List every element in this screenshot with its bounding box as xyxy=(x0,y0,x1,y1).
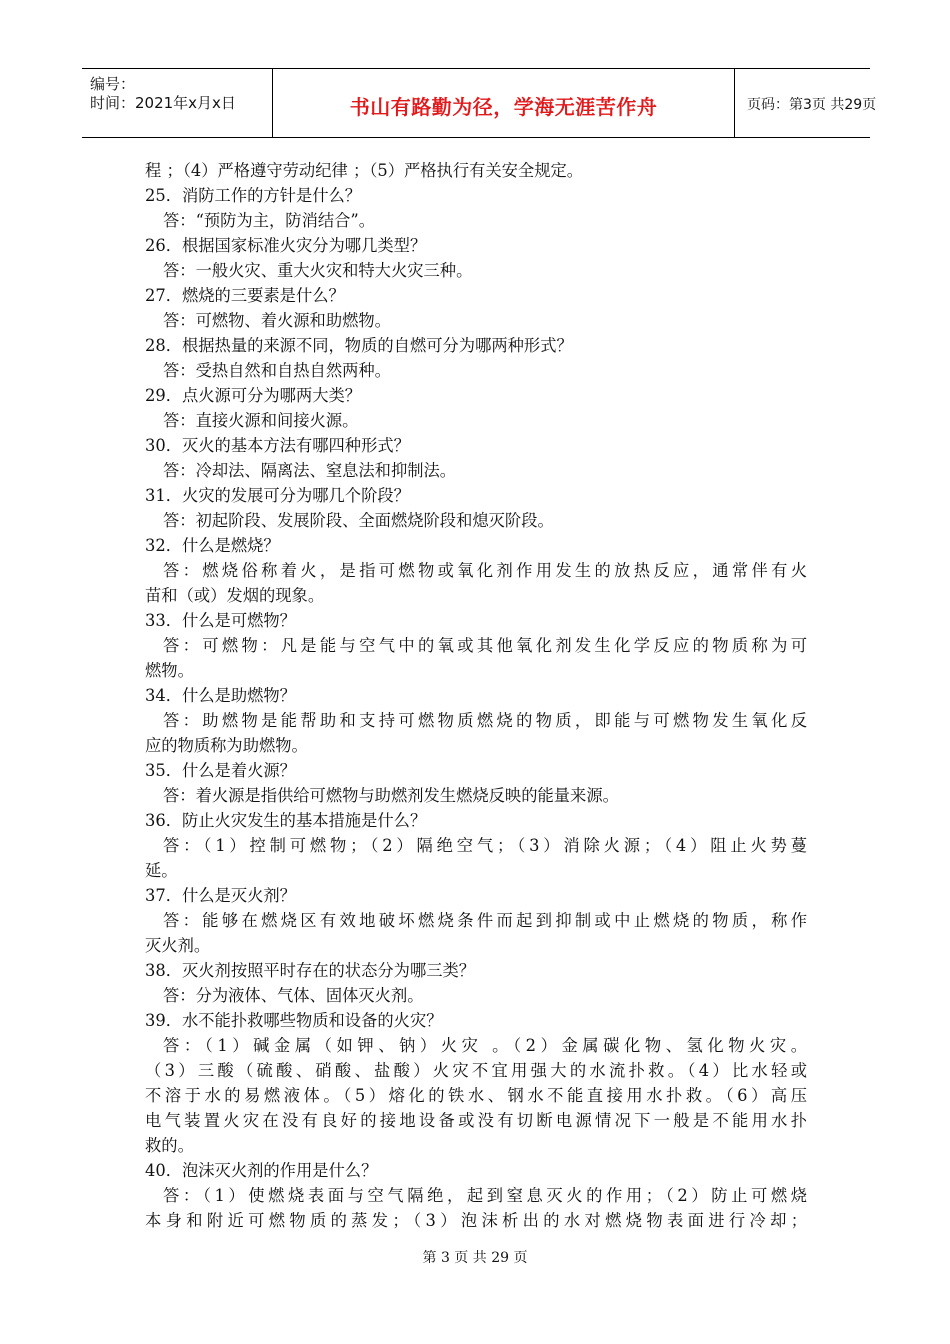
answer-line: 答：冷却法、隔离法、窒息法和抑制法。 xyxy=(163,461,457,480)
question-line: 26．根据国家标准火灾分为哪几类型？ xyxy=(145,236,427,255)
continuation-line: 本身和附近可燃物质的蒸发；（3）泡沫析出的水对燃烧物表面进行冷却； xyxy=(145,1211,807,1230)
continuation-line: 延。 xyxy=(145,861,178,880)
question-line: 38．灭火剂按照平时存在的状态分为哪三类？ xyxy=(145,961,476,980)
document-date-label: 时间：2021年x月x日 xyxy=(90,94,236,112)
question-line: 27．燃烧的三要素是什么？ xyxy=(145,286,345,305)
continuation-line: 灭火剂。 xyxy=(145,936,211,955)
question-line: 25．消防工作的方针是什么？ xyxy=(145,186,362,205)
header-page-number: 页码：第3页 共29页 xyxy=(747,97,877,113)
answer-line: 答：燃烧俗称着火，是指可燃物或氧化剂作用发生的放热反应，通常伴有火 xyxy=(163,561,807,580)
header-meta-cell xyxy=(82,69,273,137)
question-line: 33．什么是可燃物？ xyxy=(145,611,296,630)
continuation-line: （3）三酸（硫酸、硝酸、盐酸）火灾不宜用强大的水流扑救。（4）比水轻或 xyxy=(145,1061,807,1080)
answer-line: 答：着火源是指供给可燃物与助燃剂发生燃烧反映的能量来源。 xyxy=(163,786,619,805)
answer-line: 答：（1）碱金属（如钾、钠）火灾 。（2）金属碳化物、氢化物火灾。 xyxy=(163,1036,807,1055)
document-body xyxy=(145,158,807,1233)
question-line: 29．点火源可分为哪两大类？ xyxy=(145,386,362,405)
answer-line: 答：（1）控制可燃物；（2）隔绝空气；（3）消除火源；（4）阻止火势蔓 xyxy=(163,836,807,855)
question-line: 31．火灾的发展可分为哪几个阶段？ xyxy=(145,486,410,505)
answer-line: 答：一般火灾、重大火灾和特大火灾三种。 xyxy=(163,261,473,280)
answer-line: 答：助燃物是能帮助和支持可燃物质燃烧的物质，即能与可燃物发生氧化反 xyxy=(163,711,807,730)
answer-line: 答：初起阶段、发展阶段、全面燃烧阶段和熄灭阶段。 xyxy=(163,511,554,530)
continuation-line: 电气装置火灾在没有良好的接地设备或没有切断电源情况下一般是不能用水扑 xyxy=(145,1111,807,1130)
question-line: 37．什么是灭火剂？ xyxy=(145,886,296,905)
question-line: 32．什么是燃烧？ xyxy=(145,536,280,555)
page-header xyxy=(82,68,877,138)
continuation-line: 程 ；（4）严格遵守劳动纪律 ；（5）严格执行有关安全规定。 xyxy=(145,161,584,180)
continuation-line: 应的物质称为助燃物。 xyxy=(145,736,308,755)
question-line: 34．什么是助燃物？ xyxy=(145,686,296,705)
question-line: 30．灭火的基本方法有哪四种形式？ xyxy=(145,436,410,455)
answer-line: 答：可燃物、着火源和助燃物。 xyxy=(163,311,391,330)
header-motto-cell xyxy=(273,69,735,137)
header-page-cell xyxy=(735,69,877,137)
question-line: 40．泡沫灭火剂的作用是什么？ xyxy=(145,1161,378,1180)
document-number-label: 编号： xyxy=(90,75,136,93)
continuation-line: 救的。 xyxy=(145,1136,194,1155)
continuation-line: 不溶于水的易燃液体。（5）熔化的铁水、钢水不能直接用水扑救。（6）高压 xyxy=(145,1086,807,1105)
continuation-line: 苗和（或）发烟的现象。 xyxy=(145,586,325,605)
continuation-line: 燃物。 xyxy=(145,661,194,680)
question-line: 39．水不能扑救哪些物质和设备的火灾？ xyxy=(145,1011,443,1030)
answer-line: 答：受热自然和自热自然两种。 xyxy=(163,361,391,380)
question-line: 36．防止火灾发生的基本措施是什么？ xyxy=(145,811,427,830)
answer-line: 答：（1）使燃烧表面与空气隔绝，起到窒息灭火的作用；（2）防止可燃烧 xyxy=(163,1186,807,1205)
answer-line: 答：分为液体、气体、固体灭火剂。 xyxy=(163,986,424,1005)
question-line: 28．根据热量的来源不同，物质的自燃可分为哪两种形式？ xyxy=(145,336,573,355)
page-footer: 第 3 页 共 29 页 xyxy=(422,1250,528,1266)
header-motto: 书山有路勤为径，学海无涯苦作舟 xyxy=(349,95,658,119)
answer-line: 答：“预防为主，防消结合”。 xyxy=(163,211,376,230)
answer-line: 答：可燃物：凡是能与空气中的氧或其他氧化剂发生化学反应的物质称为可 xyxy=(163,636,807,655)
answer-line: 答：能够在燃烧区有效地破坏燃烧条件而起到抑制或中止燃烧的物质，称作 xyxy=(163,911,807,930)
answer-line: 答：直接火源和间接火源。 xyxy=(163,411,359,430)
question-line: 35．什么是着火源？ xyxy=(145,761,296,780)
